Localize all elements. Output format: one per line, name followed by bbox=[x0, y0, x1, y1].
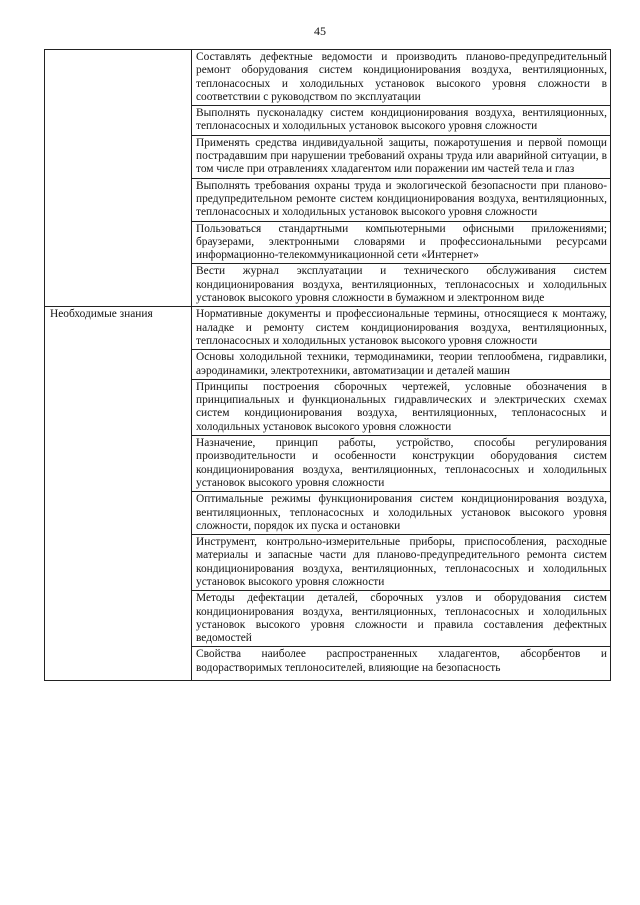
requirements-table bbox=[44, 49, 611, 681]
knowledge-label: Необходимые знания bbox=[45, 307, 192, 681]
knowledge-item: Назначение, принцип работы, устройство, способы регулирования производительности и особенности конструкции оборудования систем кондиционирования воздуха, вентиляционных, теплонасосных и холодильных установок высокого уровня сложности bbox=[192, 436, 611, 492]
skills-label-cell bbox=[45, 50, 192, 307]
knowledge-item-text: Свойства наиболее распространенных хладагентов, абсорбентов и водорастворимых теплоносителей, влияющие на безопасность bbox=[196, 648, 607, 674]
knowledge-item bbox=[192, 647, 611, 681]
knowledge-item: Методы дефектации деталей, сборочных узлов и оборудования систем кондиционирования воздуха, вентиляционных, теплонасосных и холодильных установок высокого уровня сложности и правила составления дефектных ведомостей bbox=[192, 591, 611, 647]
skill-item: Пользоваться стандартными компьютерными офисными приложениями; браузерами, электронными словарями и профессиональными ресурсами информационно-телекоммуникационной сети «Интернет» bbox=[192, 221, 611, 264]
knowledge-item: Оптимальные режимы функционирования систем кондиционирования воздуха, вентиляционных, теплонасосных и холодильных установок высокого уровня сложности, порядок их пуска и остановки bbox=[192, 492, 611, 535]
knowledge-item: Принципы построения сборочных чертежей, условные обозначения в принципиальных и функциональных гидравлических и электрических схемах систем кондиционирования воздуха, вентиляционных, теплонасосных и холодильных установок высокого уровня сложности bbox=[192, 379, 611, 435]
table-row bbox=[45, 307, 611, 350]
skill-item: Применять средства индивидуальной защиты, пожаротушения и первой помощи пострадавшим при нарушении требований охраны труда или аварийной ситуации, в том числе при отравлениях хладагентом или поражении им частей тела и глаз bbox=[192, 135, 611, 178]
page-number: 45 bbox=[314, 24, 326, 38]
skill-item: Выполнять пусконаладку систем кондиционирования воздуха, вентиляционных, теплонасосных и холодильных установок высокого уровня сложности bbox=[192, 106, 611, 136]
knowledge-item: Нормативные документы и профессиональные термины, относящиеся к монтажу, наладке и ремонту систем кондиционирования воздуха, вентиляционных, теплонасосных и холодильных установок высокого уровня сложности bbox=[192, 307, 611, 350]
skill-item: Выполнять требования охраны труда и экологической безопасности при планово-предупредительном ремонте систем кондиционирования воздуха, вентиляционных, теплонасосных и холодильных установок высокого уровня сложности bbox=[192, 178, 611, 221]
knowledge-item: Основы холодильной техники, термодинамики, теории теплообмена, гидравлики, аэродинамики, электротехники, автоматизации и деталей машин bbox=[192, 350, 611, 380]
table-row bbox=[45, 50, 611, 106]
skill-item: Вести журнал эксплуатации и технического обслуживания систем кондиционирования воздуха, вентиляционных, теплонасосных и холодильных установок высокого уровня сложности в бумажном и электронном виде bbox=[192, 264, 611, 307]
knowledge-item: Инструмент, контрольно-измерительные приборы, приспособления, расходные материалы и запасные части для планово-предупредительного ремонта систем кондиционирования воздуха, вентиляционных, теплонасосных и холодильных установок высокого уровня сложности bbox=[192, 535, 611, 591]
skill-item: Составлять дефектные ведомости и производить планово-предупредительный ремонт оборудования систем кондиционирования воздуха, вентиляционных, теплонасосных и холодильных установок высокого уровня сложности в соответствии с руководством по эксплуатации bbox=[192, 50, 611, 106]
